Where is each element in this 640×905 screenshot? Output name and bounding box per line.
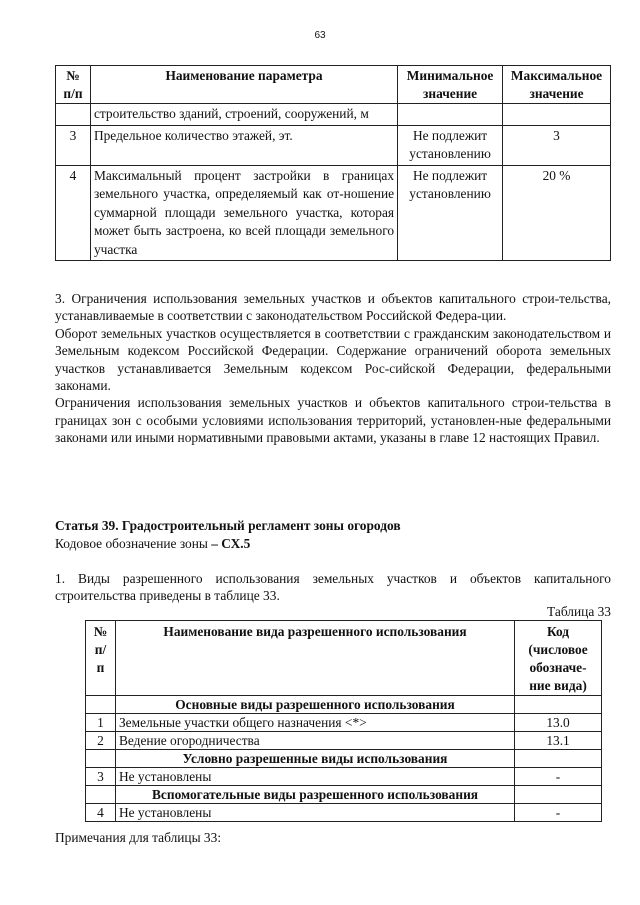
section-empty-cell	[515, 750, 602, 768]
cell-max-value	[503, 104, 611, 126]
table-header-row	[86, 621, 602, 696]
paragraph: Ограничения использования земельных участков и объектов капитального строи-тельства в границах зон с особыми условиями использования территорий, установлен-ные федеральными законами или иными нормативными правовыми актами, указаны в главе 12 настоящих Правил.	[55, 395, 611, 446]
cell-code: 13.1	[515, 732, 602, 750]
table-row	[86, 732, 602, 750]
paragraph: 1. Виды разрешенного использования земельных участков и объектов капитального строительства приведены в таблице 33.	[55, 571, 611, 604]
cell-min-value	[398, 104, 503, 126]
zone-code: – СХ.5	[207, 536, 251, 551]
section-empty-cell	[86, 696, 116, 714]
table-caption: Таблица 33	[547, 604, 611, 619]
table-notes-label: Примечания для таблицы 33:	[55, 830, 222, 845]
header-min-value: Минимальное значение	[398, 66, 503, 104]
section-title: Условно разрешенные виды использования	[115, 750, 514, 768]
cell-number	[56, 104, 91, 126]
section-title: Основные виды разрешенного использования	[115, 696, 514, 714]
header-number: № п/п	[56, 66, 91, 104]
zone-code-line	[55, 535, 611, 552]
cell-parameter-name: строительство зданий, строений, сооружений, м	[90, 104, 397, 126]
permitted-use-table	[85, 620, 602, 822]
table-row	[56, 165, 611, 261]
cell-min-value: Не подлежит установлению	[398, 125, 503, 165]
section-row	[86, 696, 602, 714]
table-row	[86, 804, 602, 822]
cell-use-name: Не установлены	[115, 768, 514, 786]
cell-min-value: Не подлежит установлению	[398, 165, 503, 261]
section-empty-cell	[86, 750, 116, 768]
table-row	[56, 125, 611, 165]
section-row	[86, 750, 602, 768]
cell-max-value: 3	[503, 125, 611, 165]
table-header-row	[56, 66, 611, 104]
section-title: Вспомогательные виды разрешенного использования	[115, 786, 514, 804]
cell-code: -	[515, 804, 602, 822]
parameters-table	[55, 65, 611, 261]
cell-number: 2	[86, 732, 116, 750]
header-code: Код (числовое обозначе- ние вида)	[515, 621, 602, 696]
section-row	[86, 786, 602, 804]
section-empty-cell	[86, 786, 116, 804]
paragraph: 3. Ограничения использования земельных участков и объектов капитального строи-тельства, устанавливаемые в соответствии с законодательством Российской Федера-ции.	[55, 291, 611, 324]
page-number: 63	[314, 30, 326, 41]
section-empty-cell	[515, 786, 602, 804]
article-heading: Статья 39. Градостроительный регламент зоны огородов	[55, 518, 401, 533]
header-use-name: Наименование вида разрешенного использования	[115, 621, 514, 696]
cell-number: 3	[56, 125, 91, 165]
cell-code: -	[515, 768, 602, 786]
cell-parameter-name: Предельное количество этажей, эт.	[90, 125, 397, 165]
restrictions-section	[55, 290, 611, 447]
cell-max-value: 20 %	[503, 165, 611, 261]
table-row	[86, 714, 602, 732]
table-row	[86, 768, 602, 786]
table-row	[56, 104, 611, 126]
paragraph: Оборот земельных участков осуществляется в соответствии с гражданским законодательством и Земельным кодексом Российской Федерации. Содержание ограничений оборота земельных участков устанавливается Земельным кодексом Рос-сийской Федерации, федеральными законами.	[55, 325, 611, 394]
cell-number: 4	[86, 804, 116, 822]
cell-parameter-name: Максимальный процент застройки в границах земельного участка, определяемый как от-ношение суммарной площади земельного участка, которая может быть застроена, ко всей площади земельного участка	[90, 165, 397, 261]
cell-number: 4	[56, 165, 91, 261]
section-empty-cell	[515, 696, 602, 714]
cell-number: 3	[86, 768, 116, 786]
header-parameter-name: Наименование параметра	[90, 66, 397, 104]
zone-code-label: Кодовое обозначение зоны	[55, 536, 208, 551]
cell-code: 13.0	[515, 714, 602, 732]
cell-use-name: Не установлены	[115, 804, 514, 822]
header-max-value: Максимальное значение	[503, 66, 611, 104]
header-number: № п/ п	[86, 621, 116, 696]
cell-number: 1	[86, 714, 116, 732]
cell-use-name: Земельные участки общего назначения <*>	[115, 714, 514, 732]
cell-use-name: Ведение огородничества	[115, 732, 514, 750]
